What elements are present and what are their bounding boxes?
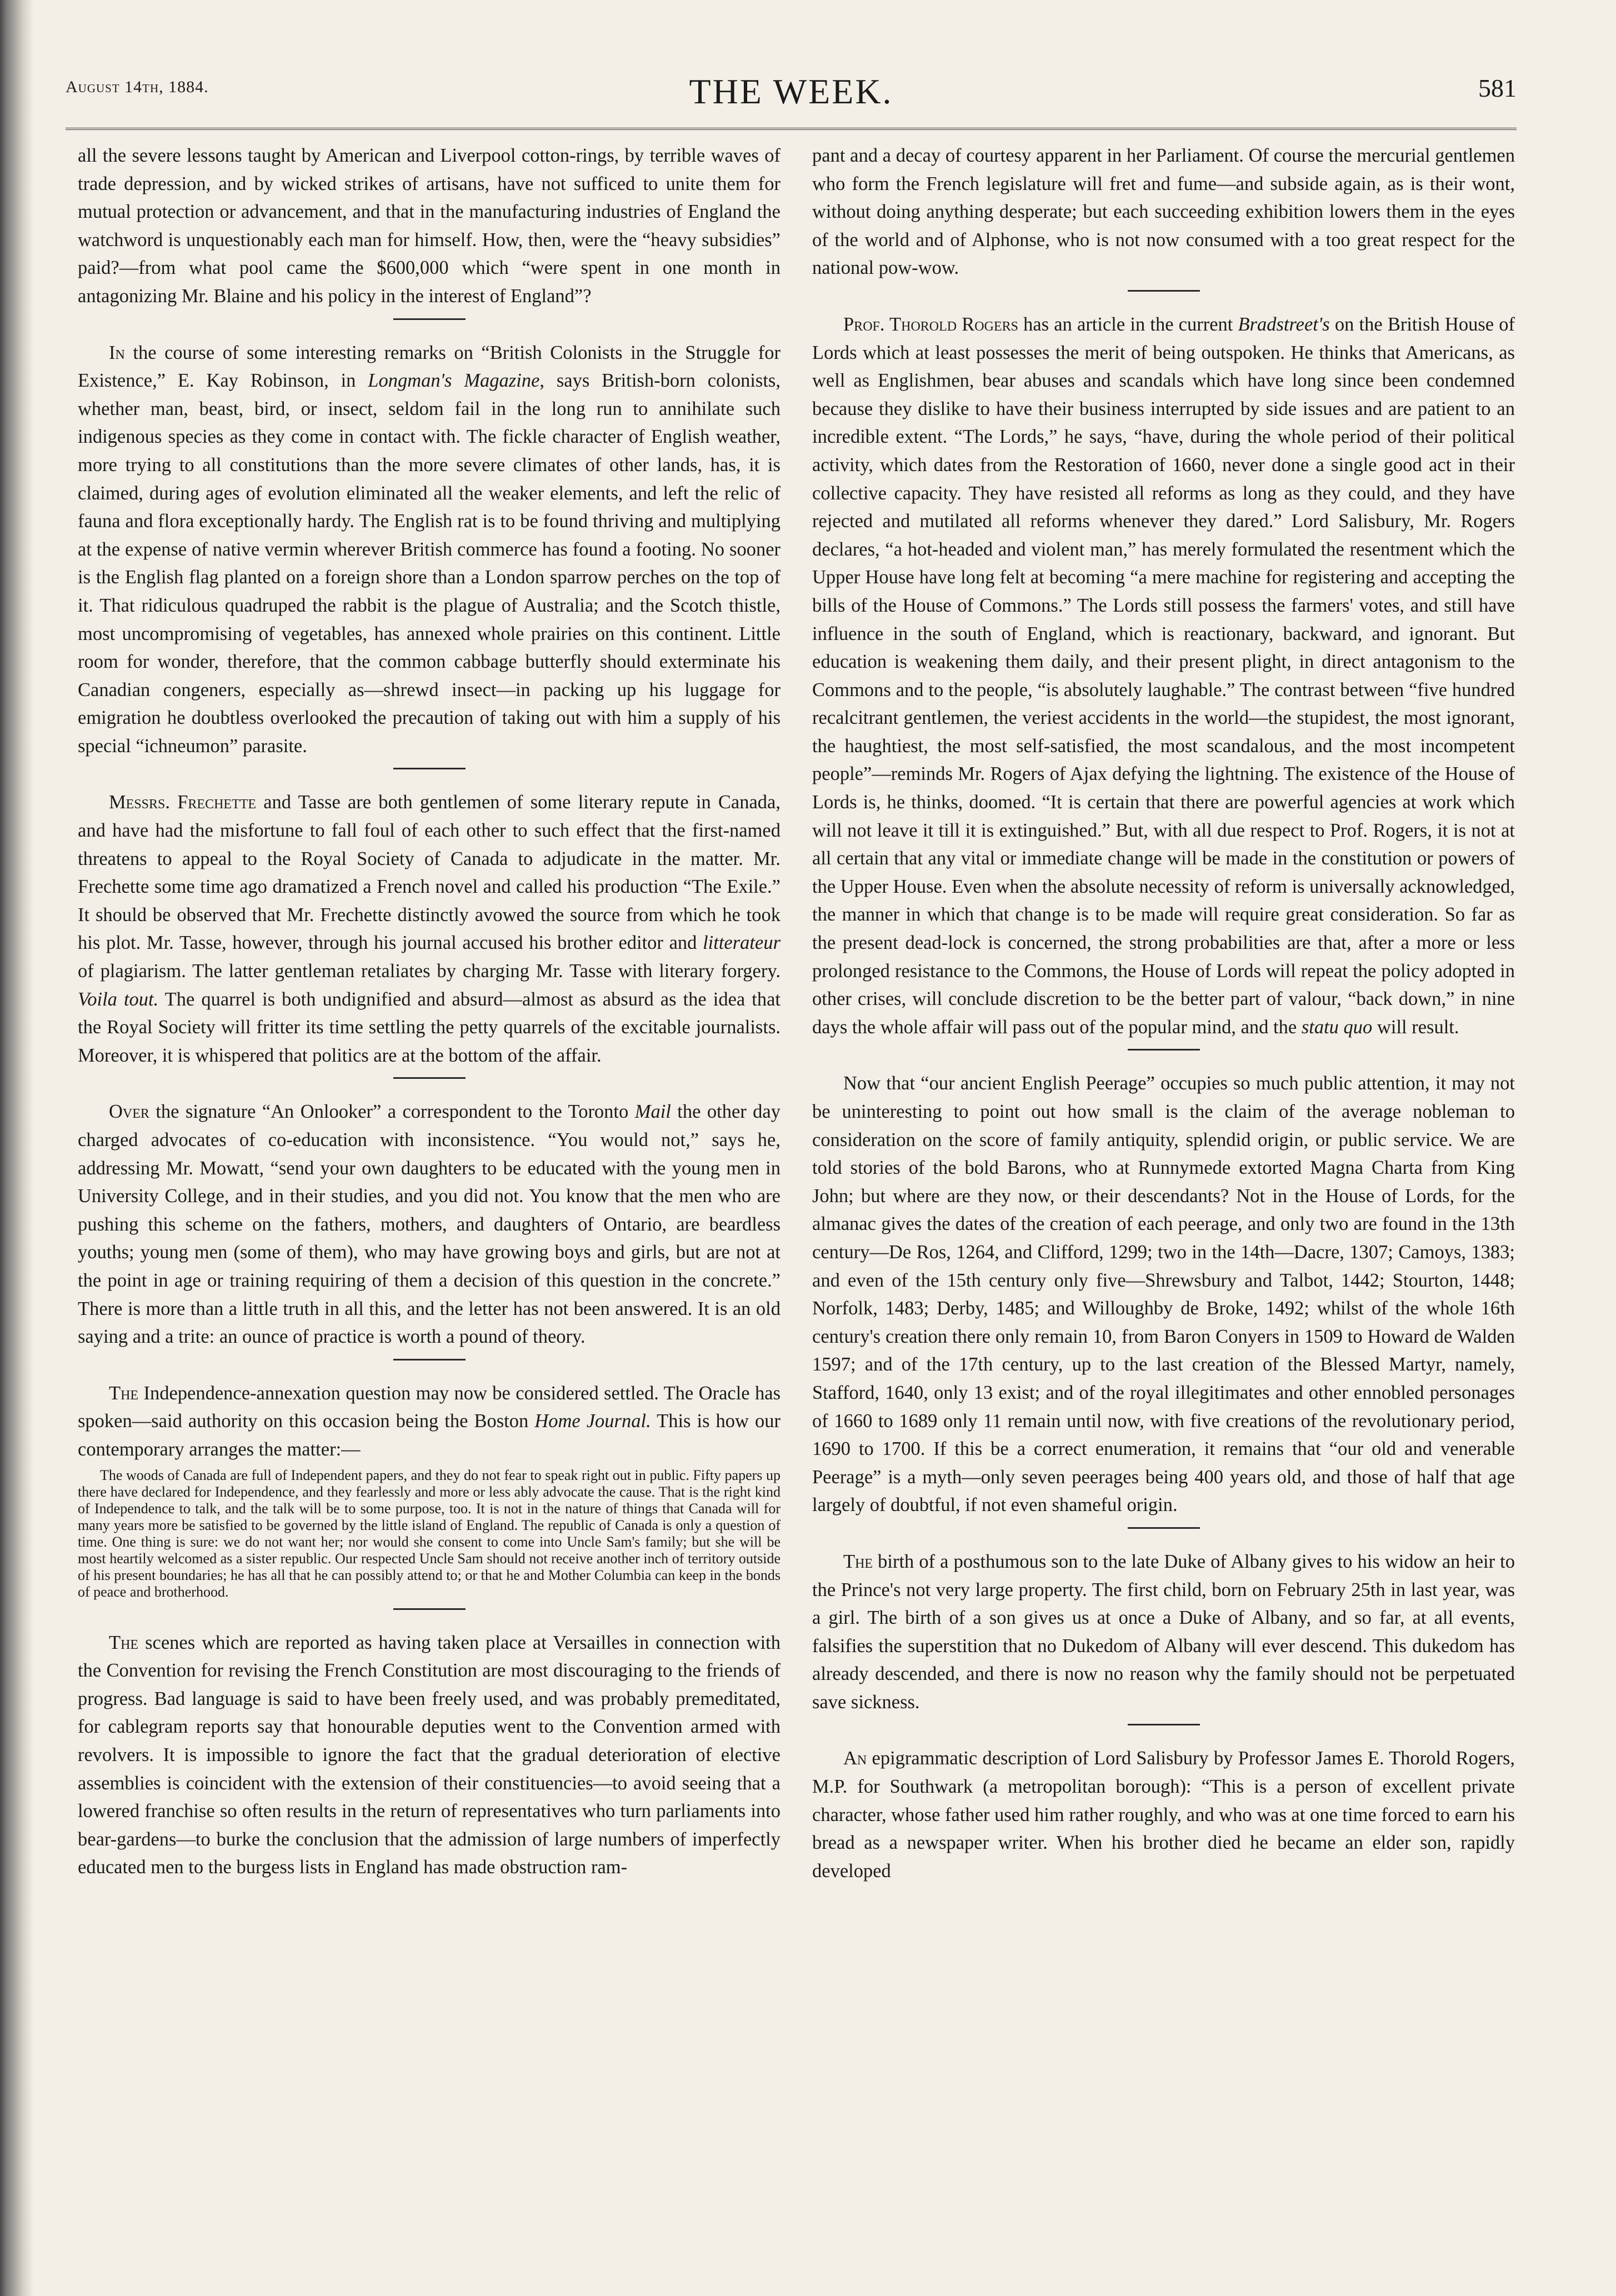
- page-edge-shadow: [0, 0, 33, 2296]
- article-onlooker: Over the signature “An Onlooker” a correspondent to the Toronto Mail the other day charged advocates of co-education with inconsistence. “You would not,” says he, addressing Mr. Mowatt, “send your own daughters to be educated with the young men in University College, and in their studies, and you did not. You know that the men who are pushing this scheme on the fathers, mothers, and daughters of Ontario, are beardless youths; young men (some of them), who may have growing boys and girls, but are not at the point in age or training requiring of them a decision of this question in the concrete.” There is more than a little truth in all this, and the letter has not been answered. It is an old saying and a trite: an ounce of practice is worth a pound of theory.: [78, 1101, 781, 1348]
- article-colonists: In the course of some interesting remarks on “British Colonists in the Struggle for Existence,” E. Kay Robinson, in Longman's Magazine, says British-born colonists, whether man, beast, bird, or insect, seldom fail in the long run to annihilate such indigenous species as they come in contact with. The fickle character of English weather, more trying to all constitutions than the more severe climates of other lands, has, it is claimed, during ages of evolution eliminated all the weaker elements, and left the relic of fauna and flora exceptionally hardy. The English rat is to be found thriving and multiplying at the expense of native vermin wherever British commerce has found a footing. No sooner is the English flag planted on a foreign shore than a London sparrow perches on the top of it. That ridiculous quadruped the rabbit is the plague of Australia; and the Scotch thistle, most uncompromising of vegetables, has annexed whole prairies on this continent. Little room for wonder, therefore, that the common cabbage butterfly should exterminate his Canadian congeners, especially as—shrewd insect—in packing up his luggage for emigration he doubtless overlooked the precaution of taking out with him a supply of his special “ichneumon” parasite.: [78, 342, 781, 757]
- article-house-of-lords: Prof. Thorold Rogers has an article in the current Bradstreet's on the British House of Lords which at least possesses the merit of being outspoken. He thinks that Americans, as well as Englishmen, bear abuses and scandals which have long since been condemned because they dislike to have their business interrupted by side issues and are patient to an incredible extent. “The Lords,” he says, “have, during the whole period of their political activity, which dates from the Restoration of 1660, never done a single good act in their collective capacity. They have resisted all reforms as long as they could, and they have rejected and mutilated all reforms whenever they dared.” Lord Salisbury, Mr. Rogers declares, “a hot-headed and violent man,” has merely formulated the resentment which the Upper House have long felt at becoming “a mere machine for registering and accepting the bills of the House of Commons.” The Lords still possess the farmers' votes, and still have influence in the south of England, which is reactionary, backward, and ignorant. But education is weakening them daily, and their present plight, in direct antagonism to the Commons and to the people, “is absolutely laughable.” The contrast between “five hundred recalcitrant gentlemen, the veriest accidents in the world—the stupidest, the most ignorant, the haughtiest, the most self-satisfied, the most scandalous, and the most incompetent people”—reminds Mr. Rogers of Ajax defying the lightning. The existence of the House of Lords is, he thinks, doomed. “It is certain that there are powerful agencies at work which will not leave it till it is extinguished.” But, with all due respect to Prof. Rogers, it is not at all certain that any vital or immediate change will be made in the constitution or powers of the Upper House. Even when the absolute necessity of reform is universally acknowledged, the manner in which that change is to be made will require great consideration. So far as the present dead-lock is concerned, the strong probabilities are that, after a more or less prolonged resistance to the Commons, the House of Lords will repeat the policy adopted in other crises, will conclude discretion to be the better part of valour, “back down,” in nine days the whole affair will pass out of the popular mind, and the statu quo will result.: [812, 313, 1515, 1038]
- section-divider: [393, 318, 466, 320]
- right-column: [812, 142, 1515, 1885]
- section-divider: [393, 1608, 466, 1610]
- article-paragraph: all the severe lessons taught by American and Liverpool cotton-rings, by terrible waves of trade depression, and by wicked strikes of artisans, have not sufficed to unite them for mutual protection or advancement, and that in the manufacturing industries of England the watchword is unquestionably each man for himself. How, then, were the “heavy subsidies” paid?—from what pool came the $600,000 which “were spent in one month in antagonizing Mr. Blaine and his policy in the interest of England”?: [78, 145, 781, 307]
- article-paragraph: pant and a decay of courtesy apparent in her Parliament. Of course the mercurial gentlemen who form the French legislature will fret and fume—and subside again, as is their wont, without doing anything desperate; but each succeeding exhibition lowers them in the eyes of the world and of Alphonse, who is not now consumed with a too great respect for the national pow-wow.: [812, 145, 1515, 279]
- page-header: [66, 67, 1517, 130]
- page-number: 581: [1478, 74, 1517, 102]
- article-salisbury: An epigrammatic description of Lord Salisbury by Professor James E. Thorold Rogers, M.P. for Southwark (a metropolitan borough): “This is a person of excellent private character, whose father used him rather roughly, and who was at one time forced to earn his bread as a newspaper writer. When his brother died he became an elder son, rapidly developed: [812, 1748, 1515, 1882]
- article-frechette-tasse: Messrs. Frechette and Tasse are both gentlemen of some literary repute in Canada, and have had the misfortune to fall foul of each other to such effect that the first-named threatens to appeal to the Royal Society of Canada to adjudicate in the matter. Mr. Frechette some time ago dramatized a French novel and called his production “The Exile.” It should be observed that Mr. Frechette distinctly avowed the source from which he took his plot. Mr. Tasse, however, through his journal accused his brother editor and litterateur of plagiarism. The latter gentleman retaliates by charging Mr. Tasse with literary forgery. Voila tout. The quarrel is both undignified and absurd—almost as absurd as the idea that the Royal Society will fritter its time settling the petty quarrels of the excitable journalists. Moreover, it is whispered that politics are at the bottom of the affair.: [78, 792, 781, 1066]
- section-divider: [393, 768, 466, 769]
- article-versailles: The scenes which are reported as having taken place at Versailles in connection with the Convention for revising the French Constitution are most discouraging to the friends of progress. Bad language is said to have been freely used, and was probably premeditated, for cablegram reports say that honourable deputies went to the Convention armed with revolvers. It is impossible to ignore the fact that the gradual deterioration of elective assemblies is coincident with the extension of their constituencies—to avoid seeing that a lowered franchise so often results in the return of representatives who turn parliaments into bear-gardens—to burke the conclusion that the admission of large numbers of imperfectly educated men to the burgess lists in England has made obstruction ram-: [78, 1632, 781, 1878]
- article-independence: The Independence-annexation question may now be considered settled. The Oracle has spoken—said authority on this occasion being the Boston Home Journal. This is how our contemporary arranges the matter:—: [78, 1382, 781, 1460]
- section-divider: [393, 1077, 466, 1079]
- left-column: [78, 142, 781, 1882]
- masthead-title: THE WEEK.: [689, 72, 893, 111]
- article-albany: The birth of a posthumous son to the late Duke of Albany gives to his widow an heir to the Prince's not very large property. The first child, born on February 25th in last year, was a girl. The birth of a son gives us at once a Duke of Albany, and so far, at all events, falsifies the superstition that no Dukedom of Albany will ever descend. This dukedom has already descended, and there is now no reason why the family should not be perpetuated save sickness.: [812, 1550, 1515, 1713]
- section-divider: [1128, 1527, 1200, 1529]
- issue-date: August 14th, 1884.: [66, 78, 209, 96]
- section-divider: [393, 1359, 466, 1360]
- section-divider: [1128, 290, 1200, 292]
- block-quote: The woods of Canada are full of Independent papers, and they do not fear to speak right out in public. Fifty papers up there have declared for Independence, and they fearlessly and more or less ably advocate the cause. That is the right kind of Independence to talk, and the talk will be to some purpose, too. It is not in the nature of things that Canada will for many years more be satisfied to be governed by the little island of England. The republic of Canada is only a question of time. One thing is sure: we do not want her; nor would she consent to come into Uncle Sam's family; but she will be most heartily welcomed as a sister republic. Our respected Uncle Sam should not receive another inch of territory outside of his present boundaries; he has all that he can possibly attend to; or that he and Mother Columbia can keep in the bonds of peace and brotherhood.: [78, 1467, 781, 1600]
- section-divider: [1128, 1724, 1200, 1725]
- section-divider: [1128, 1049, 1200, 1051]
- article-peerage: Now that “our ancient English Peerage” occupies so much public attention, it may not be uninteresting to point out how small is the claim of the average nobleman to consideration on the score of family antiquity, splendid origin, or public service. We are told stories of the bold Barons, who at Runnymede extorted Magna Charta from King John; but where are they now, or their descendants? Not in the House of Lords, for the almanac gives the dates of the creation of each peerage, and only two are found in the 13th century—De Ros, 1264, and Clifford, 1299; two in the 14th—Dacre, 1307; Camoys, 1383; and even of the 15th century only five—Shrewsbury and Talbot, 1442; Stourton, 1448; Norfolk, 1483; Derby, 1485; and Willoughby de Broke, 1492; whilst of the whole 16th century's creation there only remain 10, from Baron Conyers in 1509 to Howard de Walden 1597; and of the 17th century, up to the last creation of the Blessed Martyr, namely, Stafford, 1640, only 13 exist; and of the royal illegitimates and other ennobled personages of 1660 to 1689 only 11 remain until now, with five creations of the revolutionary period, 1690 to 1700. If this be a correct enumeration, it remains that “our old and venerable Peerage” is a myth—only seven peerages being 400 years old, and those of half that age largely of doubtful, if not even shameful origin.: [812, 1073, 1515, 1516]
